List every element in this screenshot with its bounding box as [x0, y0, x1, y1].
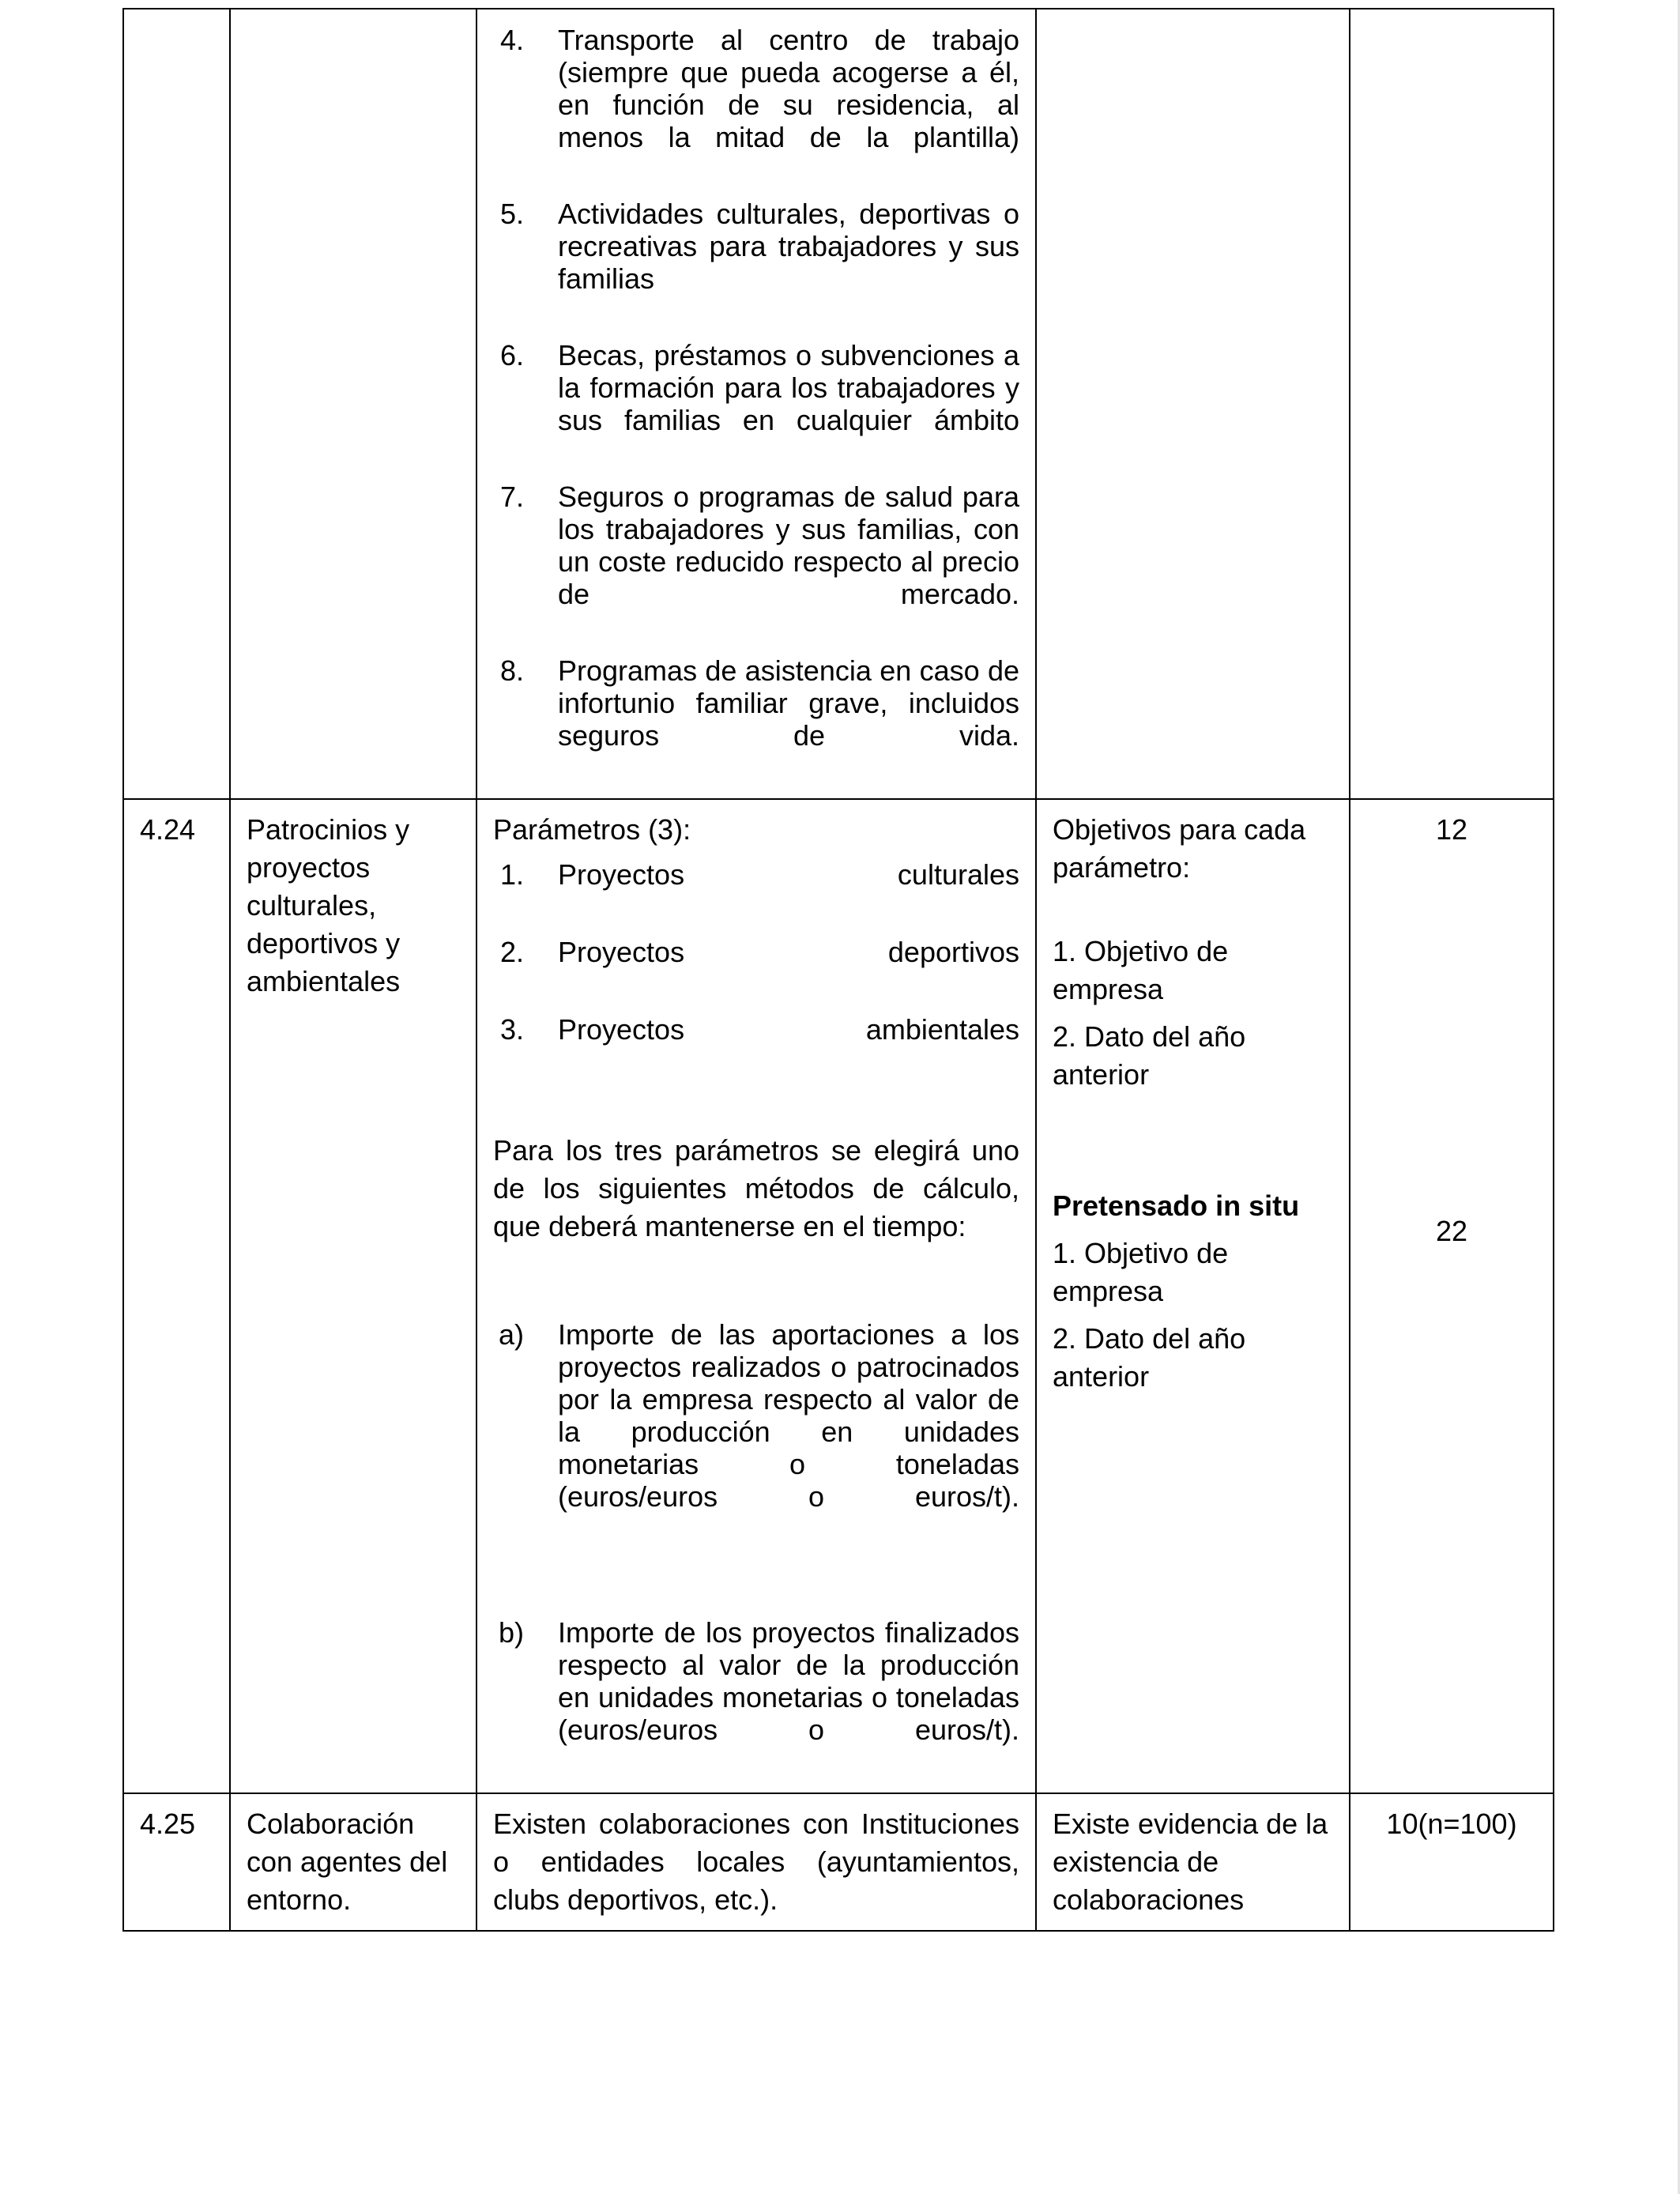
cell-description-continued — [477, 9, 1036, 799]
list-number: 7. — [499, 481, 524, 513]
cell-code: 4.24 — [123, 799, 230, 1793]
list-number: 6. — [499, 339, 524, 371]
cell-evidence-empty — [1036, 9, 1350, 799]
list-number: b) — [498, 1616, 524, 1649]
objectives-title: Objetivos para cada parámetro: — [1053, 813, 1306, 884]
cell-score: 10(n=100) — [1350, 1793, 1554, 1931]
list-text: Importe de las aportaciones a los proyectos realizados o patrocinados por la empresa respecto al valor de la producción en unidades monetarias o toneladas (euros/euros o euros/t). — [558, 1318, 1019, 1513]
params-list — [493, 858, 1019, 1078]
cell-name: Patrocinios y proyectos culturales, deportivos y ambientales — [230, 799, 477, 1793]
list-item — [493, 1616, 1019, 1778]
cell-evidence — [1036, 799, 1350, 1793]
subheading: Pretensado in situ — [1053, 1189, 1300, 1222]
table-row-continued — [123, 9, 1554, 799]
list-item — [493, 481, 1019, 643]
list-number: 3. — [499, 1013, 524, 1046]
list-number: 4. — [499, 24, 524, 56]
list-item — [493, 654, 1019, 784]
cell-name-empty — [230, 9, 477, 799]
objective-item: 1. Objetivo de empresa — [1053, 1237, 1229, 1307]
list-text: Transporte al centro de trabajo (siempre que pueda acogerse a él, en función de su residencia, al menos la mitad de la plantilla) — [558, 24, 1019, 153]
cell-code-empty — [123, 9, 230, 799]
cell-name: Colaboración con agentes del entorno. — [230, 1793, 477, 1931]
list-text: Proyectos ambientales — [558, 1013, 1019, 1046]
list-item — [493, 1318, 1019, 1545]
list-text: Seguros o programas de salud para los trabajadores y sus familias, con un coste reducido respecto al precio de mercado. — [558, 481, 1019, 610]
list-text: Proyectos deportivos — [558, 936, 1019, 968]
score-value: 12 — [1435, 813, 1468, 846]
methods-list — [493, 1318, 1019, 1778]
list-number: 5. — [499, 198, 524, 230]
benefit-list — [493, 24, 1019, 784]
list-number: a) — [498, 1318, 524, 1351]
criteria-table — [122, 8, 1554, 1932]
method-intro: Para los tres parámetros se elegirá uno de los siguientes métodos de cálculo, que deberá mantenerse en el tiempo: — [493, 1134, 1019, 1242]
list-text: Importe de los proyectos finalizados respecto al valor de la producción en unidades monetarias o toneladas (euros/euros o euros/t). — [558, 1616, 1019, 1746]
cell-score — [1350, 799, 1554, 1793]
table-row-4-24 — [123, 799, 1554, 1793]
list-item — [493, 339, 1019, 469]
list-text: Becas, préstamos o subvenciones a la formación para los trabajadores y sus familias en cualquier ámbito — [558, 339, 1019, 436]
cell-code: 4.25 — [123, 1793, 230, 1931]
params-title: Parámetros (3): — [493, 813, 691, 846]
list-text: Proyectos culturales — [558, 858, 1019, 891]
table-row-4-25 — [123, 1793, 1554, 1931]
list-number: 2. — [499, 936, 524, 968]
objective-item: 1. Objetivo de empresa — [1053, 935, 1229, 1005]
objective-item: 2. Dato del año anterior — [1053, 1020, 1246, 1091]
list-number: 1. — [499, 858, 524, 891]
cell-description: Existen colaboraciones con Instituciones o entidades locales (ayuntamientos, clubs deportivos, etc.). — [477, 1793, 1036, 1931]
list-item — [493, 858, 1019, 923]
list-item — [493, 24, 1019, 186]
cell-score-empty — [1350, 9, 1554, 799]
list-item — [493, 1013, 1019, 1078]
list-item — [493, 936, 1019, 1001]
cell-evidence: Existe evidencia de la existencia de colaboraciones — [1036, 1793, 1350, 1931]
list-item — [493, 198, 1019, 327]
list-text: Programas de asistencia en caso de infortunio familiar grave, incluidos seguros de vida. — [558, 654, 1019, 752]
objective-item: 2. Dato del año anterior — [1053, 1322, 1246, 1393]
list-number: 8. — [499, 654, 524, 687]
cell-description — [477, 799, 1036, 1793]
score-value: 22 — [1435, 1215, 1468, 1247]
list-text: Actividades culturales, deportivas o recreativas para trabajadores y sus familias — [558, 198, 1019, 295]
